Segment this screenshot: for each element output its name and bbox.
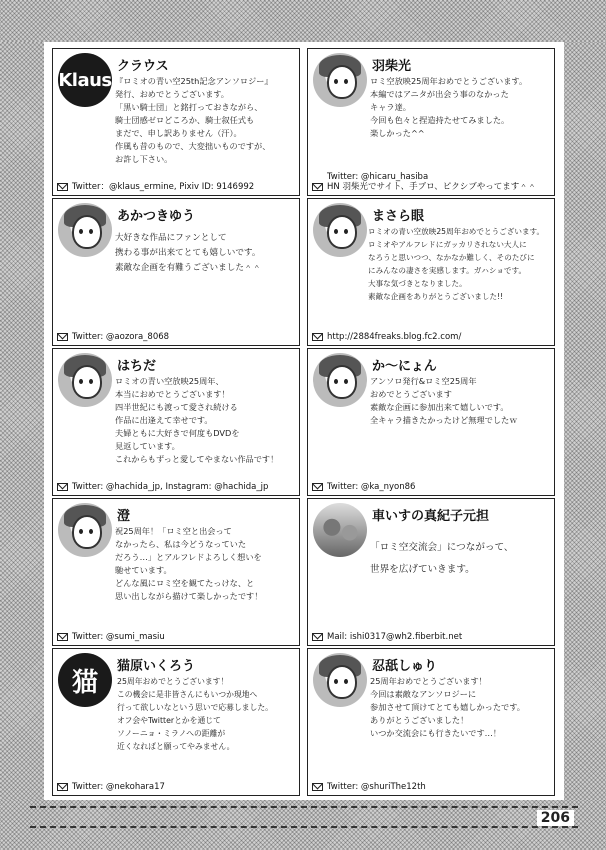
contact-text[interactable]: Twitter: @ka_nyon86 [327, 482, 416, 492]
contributor-message [117, 675, 293, 753]
mail-icon [57, 633, 68, 641]
contributor-grid [52, 48, 555, 798]
contributor-name: 猫原いくろう [117, 659, 196, 674]
contributor-card [52, 498, 300, 646]
message-line: 楽しかった^^ [370, 128, 425, 138]
contributor-card [307, 48, 555, 196]
message-line: これからもずっと愛してやまない作品です！ [115, 454, 279, 464]
mail-icon [312, 183, 323, 191]
contributor-name: クラウス [117, 59, 169, 74]
contributor-name: 羽柴光 [372, 59, 412, 74]
contributor-card [52, 198, 300, 346]
message-line: 四半世紀にも渡って愛され続ける [115, 402, 238, 412]
avatar-eye [89, 229, 93, 234]
contact-footer [57, 332, 295, 342]
message-line: 携わる事が出来てとても嬉しいです。 [115, 248, 261, 258]
contact-text[interactable]: Twitter：@klaus_ermine, Pixiv ID: 9146992 [72, 182, 255, 192]
contributor-message [368, 225, 548, 303]
message-line: 素敵な企画に参加出来て嬉しいです。 [370, 402, 509, 412]
mail-icon [57, 183, 68, 191]
contact-footer [312, 482, 550, 492]
message-line: 本編ではアニタが出会う事のなかった [370, 89, 509, 99]
message-line: 全キャラ描きたかったけど無理でしたｗ [370, 415, 518, 425]
message-line: 騎士団感ゼロどころか、騎士叙任式も [115, 115, 255, 125]
page-number: 206 [537, 810, 574, 826]
avatar-photo [313, 503, 367, 557]
avatar-eye [334, 229, 338, 234]
dashed-rule-bottom [30, 826, 578, 828]
message-line: 世界を広げていきます。 [370, 564, 475, 575]
message-line: だろう…」とアルフレドよろしく想いを [115, 552, 262, 562]
avatar-face [327, 65, 357, 99]
message-line: キャラ達。 [370, 102, 411, 112]
avatar-eye [344, 79, 348, 84]
mail-icon [312, 783, 323, 791]
avatar-face [327, 365, 357, 399]
contributor-message [115, 231, 293, 276]
avatar [58, 53, 112, 107]
contact-footer [57, 782, 295, 792]
contributor-name: 忍舐しゅり [372, 659, 438, 674]
avatar-eye [79, 229, 83, 234]
contributor-card [307, 648, 555, 796]
contact-footer [312, 332, 550, 342]
avatar-eye [89, 529, 93, 534]
contributor-card [307, 348, 555, 496]
mail-icon [57, 783, 68, 791]
avatar-face [72, 515, 102, 549]
mail-icon [312, 333, 323, 341]
border-pattern-top [0, 0, 606, 42]
avatar-eye [344, 379, 348, 384]
message-line: 作風も昔のもので、大変拙いものですが、 [115, 141, 271, 151]
message-line: 見返しています。 [115, 441, 180, 451]
message-line: お許し下さい。 [115, 154, 173, 164]
message-line: 素敵な企画を有難うございました＾＾ [115, 263, 262, 273]
avatar-eye [89, 379, 93, 384]
message-line: なかったら、私は今どうなっていた [115, 539, 247, 549]
avatar-logo-text: Klaus [58, 69, 112, 91]
avatar-eye [334, 79, 338, 84]
message-line: ありがとうございました！ [370, 715, 469, 725]
message-line: 大事な気づきとなりました。 [368, 279, 467, 288]
avatar-logo-text: 猫 [71, 667, 98, 698]
message-line: 「黒い騎士団」と銘打っておきながら、 [115, 102, 263, 112]
message-line: 今回は素敵なアンソロジーに [370, 689, 477, 699]
dashed-rule-top [30, 806, 578, 808]
contact-footer [57, 632, 295, 642]
avatar-eye [79, 379, 83, 384]
contributor-card [307, 498, 555, 646]
avatar [313, 353, 367, 407]
contributor-message [115, 75, 293, 166]
contact-text[interactable]: http://2884freaks.blog.fc2.com/ [327, 332, 462, 342]
contact-footer [57, 182, 295, 192]
message-line: 素敵な企画をありがとうございました!! [368, 292, 504, 301]
message-line: 大好きな作品にファンとして [115, 233, 227, 243]
avatar [58, 503, 112, 557]
contact-footer [57, 482, 295, 492]
message-line: 今回も色々と捏造持たせてみました。 [370, 115, 510, 125]
avatar-eye [334, 679, 338, 684]
contributor-card [52, 648, 300, 796]
avatar-face [72, 215, 102, 249]
message-line: アンソロ発行&ロミ空25周年 [370, 376, 477, 386]
mail-icon [312, 483, 323, 491]
contact-text[interactable]: Twitter: @hicaru_hasiba [327, 172, 429, 182]
message-line: ソノーニョ・ミラノへの距離が [117, 729, 226, 738]
contributor-card [52, 348, 300, 496]
message-line: オフ会やTwitterとかを通じて [117, 716, 221, 725]
avatar [58, 653, 112, 707]
message-line: 本当におめでとうございます！ [115, 389, 230, 399]
message-line: ロミオの青い空放映25周年、 [115, 376, 224, 386]
message-line: ロミ空放映25周年おめでとうございます。 [370, 76, 528, 86]
message-line: 夫婦ともに大好きで何度もDVDを [115, 428, 240, 438]
avatar-face [72, 365, 102, 399]
message-line: 行って欲しいなという思いで応募しました。 [117, 703, 273, 712]
message-line: この機会に是非皆さんにもいつか現地へ [117, 690, 258, 699]
contact-text[interactable]: Twitter: @sumi_masiu [72, 632, 165, 642]
contributor-card [307, 198, 555, 346]
message-line: 近くなればと願ってやみません。 [117, 742, 235, 751]
message-line: 発行、おめでとうございます。 [115, 89, 229, 99]
contributor-name: はちだ [117, 359, 157, 374]
contributor-card [52, 48, 300, 196]
contact-text[interactable]: Twitter: @hachida_jp, Instagram: @hachida_jp [72, 482, 269, 492]
message-line: 思い出しながら描けて楽しかったです！ [115, 591, 263, 601]
contact-footer [312, 782, 550, 792]
avatar-face [327, 215, 357, 249]
avatar-eye [344, 229, 348, 234]
message-line: どんな風にロミ空を観てたっけな、と [115, 578, 255, 588]
message-line: まだで、申し訳ありません（汗）。 [115, 128, 242, 138]
contributor-message [115, 375, 293, 466]
contact-text[interactable]: Twitter: @aozora_8068 [72, 332, 170, 342]
avatar-eye [344, 679, 348, 684]
contributor-name: あかつきゆう [117, 209, 196, 224]
message-line: おめでとうございます [370, 389, 452, 399]
contributor-message [115, 525, 293, 603]
contributor-name: 車いすの真紀子元担 [372, 509, 490, 524]
message-line: にみんなの凄さを実感します。ガハショです。 [368, 266, 527, 275]
message-line: 「ロミ空交流会」につながって、 [370, 542, 514, 553]
avatar-face [327, 665, 357, 699]
message-line: ロミオの青い空放映25周年おめでとうございます。 [368, 227, 545, 236]
contact-footer [312, 172, 550, 192]
avatar [313, 53, 367, 107]
message-line: 『ロミオの青い空25th記念アンソロジー』 [115, 76, 273, 86]
avatar [313, 653, 367, 707]
message-line: 参加させて頂けてとても嬉しかったです。 [370, 702, 525, 712]
contributor-name: か〜にょん [372, 359, 437, 374]
avatar [58, 353, 112, 407]
contributor-name: 澄 [117, 509, 131, 524]
contributor-message [370, 75, 548, 140]
border-pattern-right [564, 42, 606, 800]
message-line: 祝25周年！「ロミ空と出会って [115, 526, 232, 536]
avatar [58, 203, 112, 257]
mail-icon [312, 633, 323, 641]
mail-icon [57, 333, 68, 341]
border-pattern-left [0, 42, 44, 800]
avatar-eye [334, 379, 338, 384]
message-line: ロミオやアルフレドにガッカリされない大人に [368, 240, 527, 249]
contact-footer [312, 632, 550, 642]
contact-text[interactable]: Twitter: @shuriThe12th [327, 782, 426, 792]
avatar [313, 203, 367, 257]
contact-text[interactable]: Twitter: @nekohara17 [72, 782, 165, 792]
contact-text: HN 羽柴光でサイト、手ブロ、ピクシブやってます＾＾ [327, 182, 537, 192]
message-line: 25周年おめでとうございます！ [370, 676, 487, 686]
contributor-message [370, 675, 548, 740]
mail-icon [57, 483, 68, 491]
message-line: なろうと思いつつ、なかなか難しく、そのたびに [368, 253, 535, 262]
contributor-name: まさら眼 [372, 209, 425, 224]
message-line: 25周年おめでとうございます！ [117, 677, 229, 686]
contributor-message [370, 375, 548, 427]
message-line: 作品に出逢えて幸せです。 [115, 415, 213, 425]
contributor-message [370, 537, 548, 581]
message-line: いつか交流会にも行きたいです…！ [370, 728, 502, 738]
contact-text[interactable]: Mail: ishi0317@wh2.fiberbit.net [327, 632, 463, 642]
avatar-eye [79, 529, 83, 534]
message-line: 馳せています。 [115, 565, 172, 575]
